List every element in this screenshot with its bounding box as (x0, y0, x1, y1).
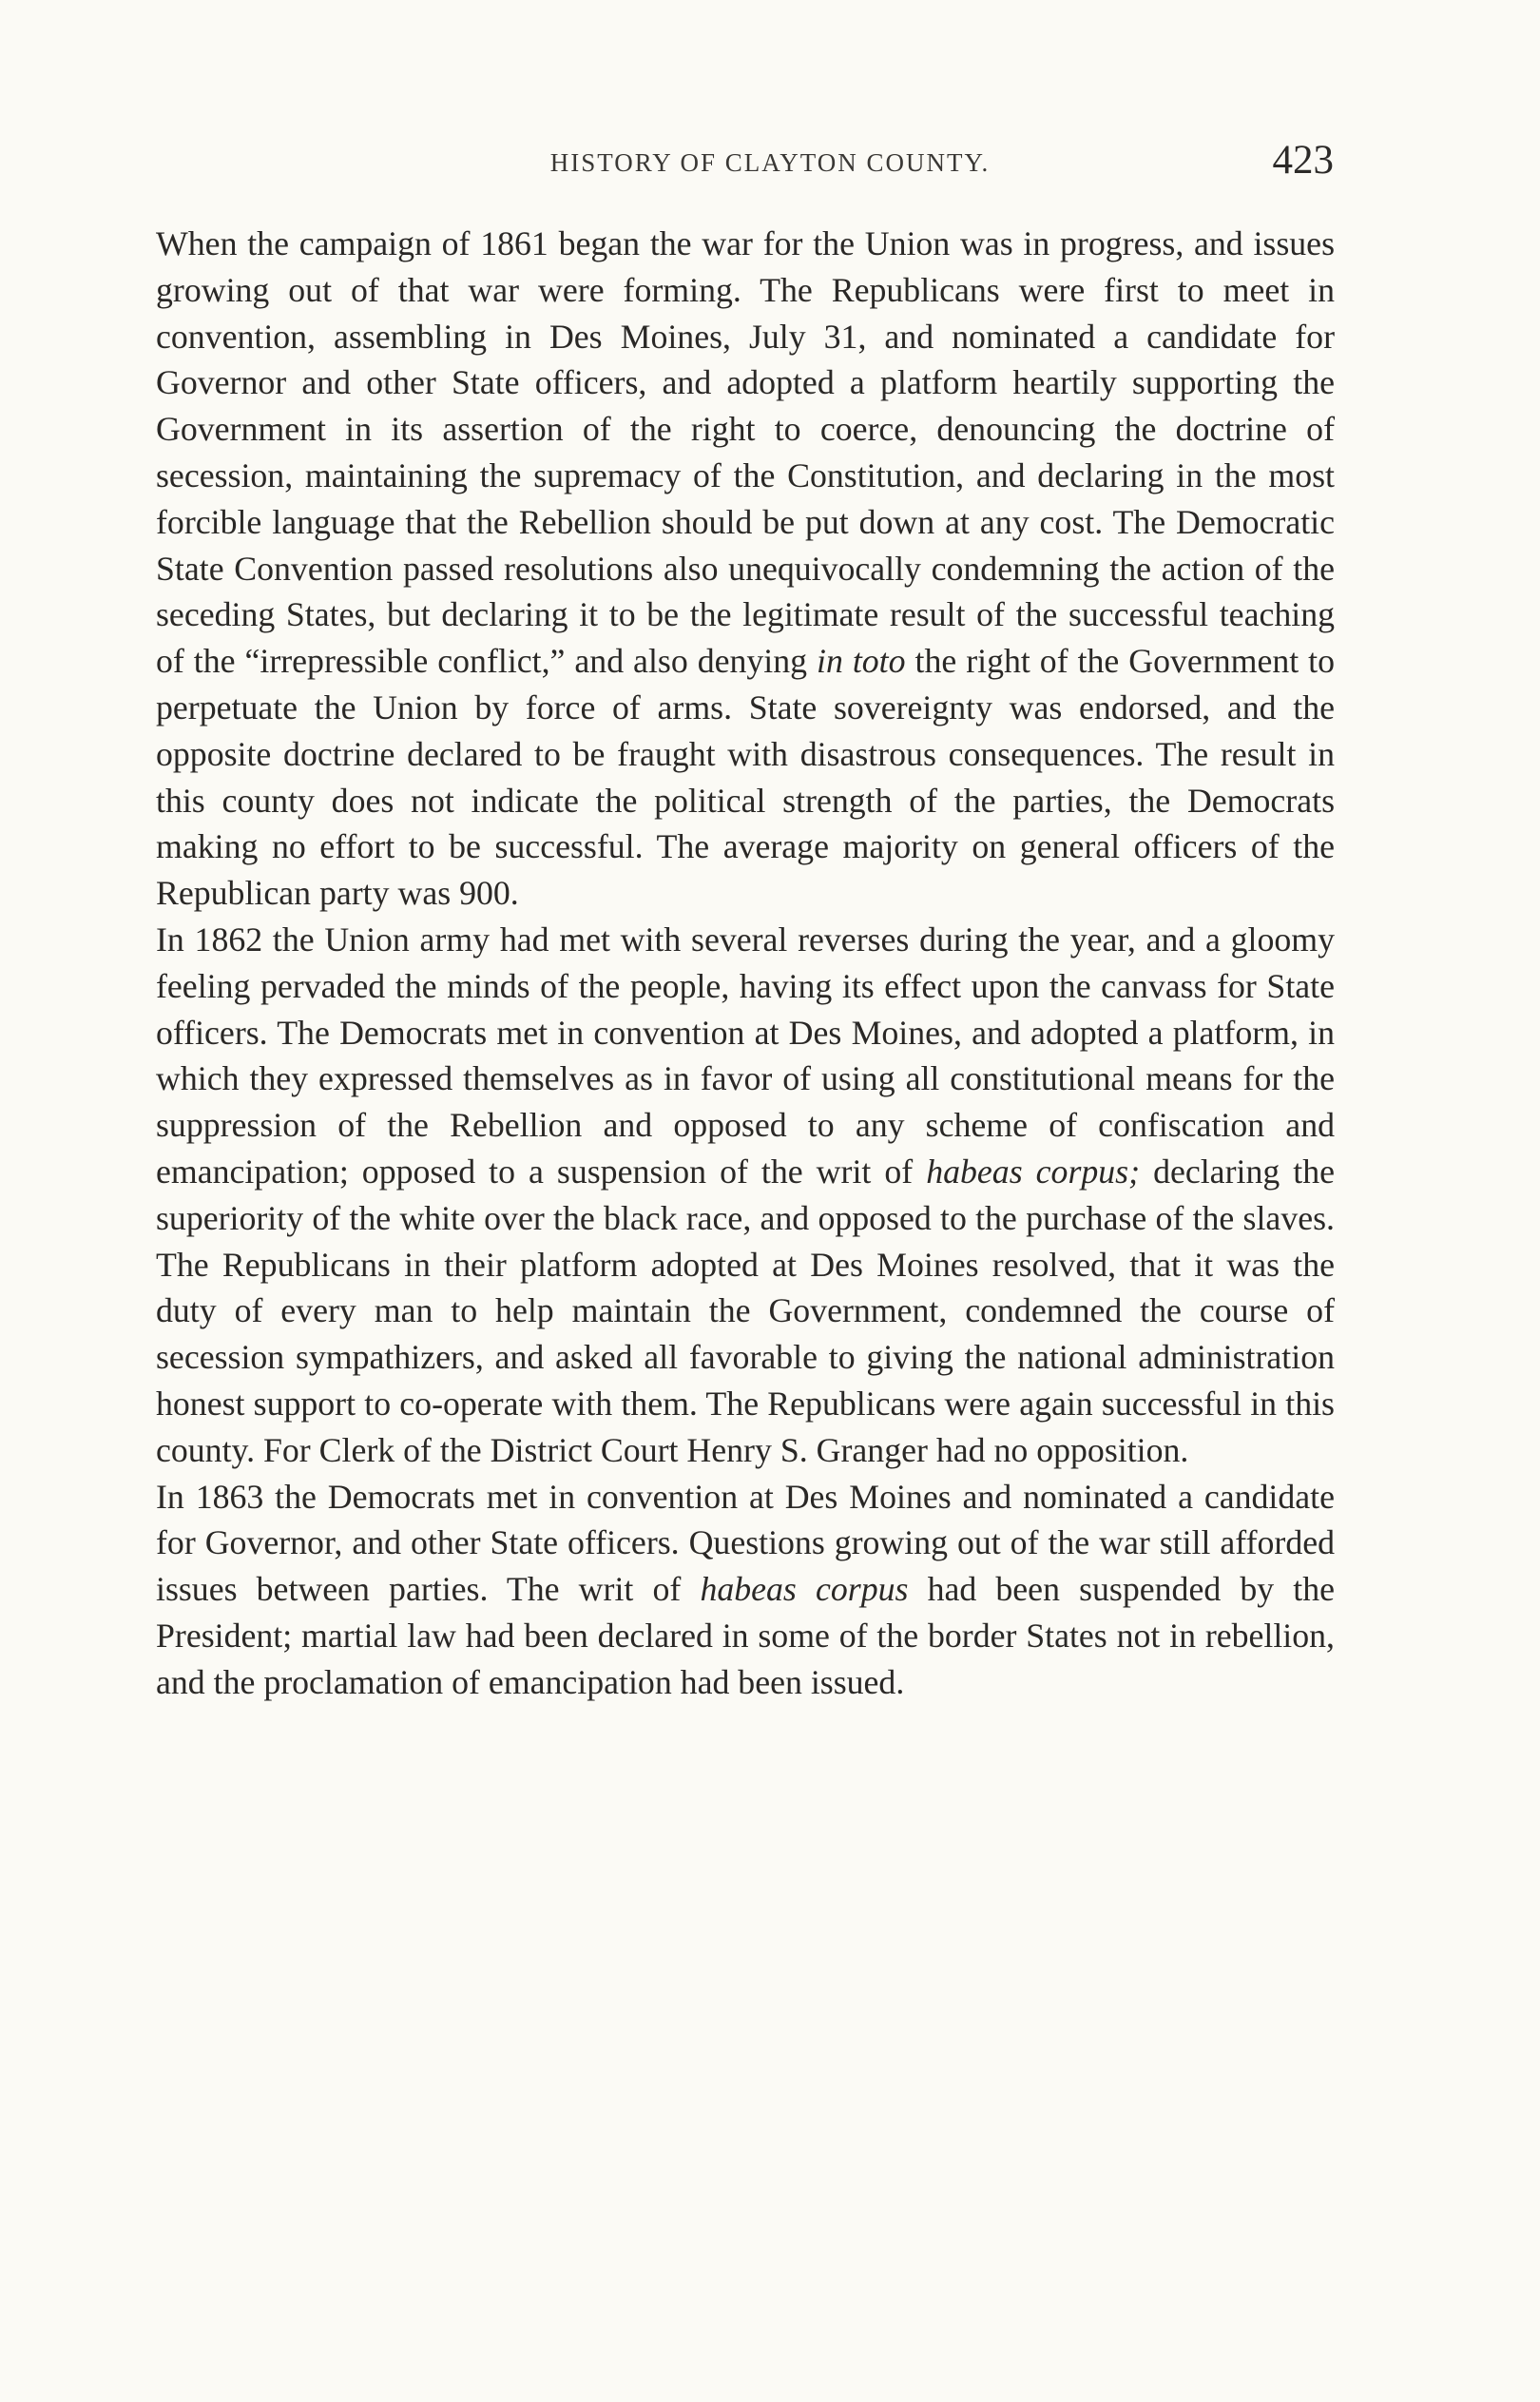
italic-phrase: in toto (817, 642, 906, 681)
paragraph-text: the right of the Government to perpetuate the Union by force of arms. State sovereignty was endorsed, and the opposite doctrine declared to be fraught with disastrous consequences. The result in this county does not indicate the political strength of the parties, the Democrats making no effort to be successful. The average majority on general officers of the Republican party was 900. (156, 642, 1336, 913)
body-text (156, 221, 1335, 1706)
italic-phrase: habeas corpus (700, 1570, 909, 1609)
paragraph-text: When the campaign of 1861 began the war for the Union was in progress, and issues growing out of that war were forming. The Republicans were first to meet in convention, assembling in Des Moines, July 31, and nominated a candidate for Governor and other State officers, and adopted a platform heartily supporting the Government in its assertion of the right to coerce, denouncing the doctrine of secession, maintaining the supremacy of the Constitution, and declaring in the most forcible language that the Rebellion should be put down at any cost. The Democratic State Convention passed resolutions also unequivocally condemning the action of the seceding States, but declaring it to be the legitimate result of the successful teaching of the “irrepressible conflict,” and also denying (156, 224, 1335, 681)
paragraph-text: declaring the superiority of the white over the black race, and opposed to the purchase of the slaves. The Republicans in their platform adopted at Des Moines resolved, that it was the duty of every man to help maintain the Government, condemned the course of secession sympathizers, and asked all favorable to giving the national administration honest support to co-operate with them. The Republicans were again successful in this county. For Clerk of the District Court Henry S. Granger had no opposition. (156, 1152, 1335, 1469)
paragraph-text: In 1863 the Democrats met in convention at Des Moines and nominated a candidate for Governor, and other State officers. Questions growing out of the war still afforded issues between parties. The writ of (156, 1477, 1335, 1609)
paragraph-1863-campaign (156, 1474, 1335, 1706)
italic-phrase: habeas corpus; (926, 1152, 1141, 1191)
paragraph-text: had been suspended by the President; martial law had been declared in some of the border States not in rebellion, and the proclamation of emancipation had been issued. (156, 1570, 1336, 1701)
running-title: HISTORY OF CLAYTON COUNTY. (549, 148, 991, 177)
running-head (0, 138, 1540, 198)
page-number: 423 (1272, 138, 1334, 183)
paragraph-1862-campaign (156, 917, 1335, 1474)
paragraph-text: In 1862 the Union army had met with several reverses during the year, and a gloomy feeling pervaded the minds of the people, having its effect upon the canvass for State officers. The Democrats met in convention at Des Moines, and adopted a platform, in which they expressed themselves as in favor of using all constitutional means for the suppression of the Rebellion and opposed to any scheme of confiscation and emancipation; opposed to a suspension of the writ of (156, 920, 1335, 1191)
paragraph-1861-campaign (156, 221, 1335, 917)
